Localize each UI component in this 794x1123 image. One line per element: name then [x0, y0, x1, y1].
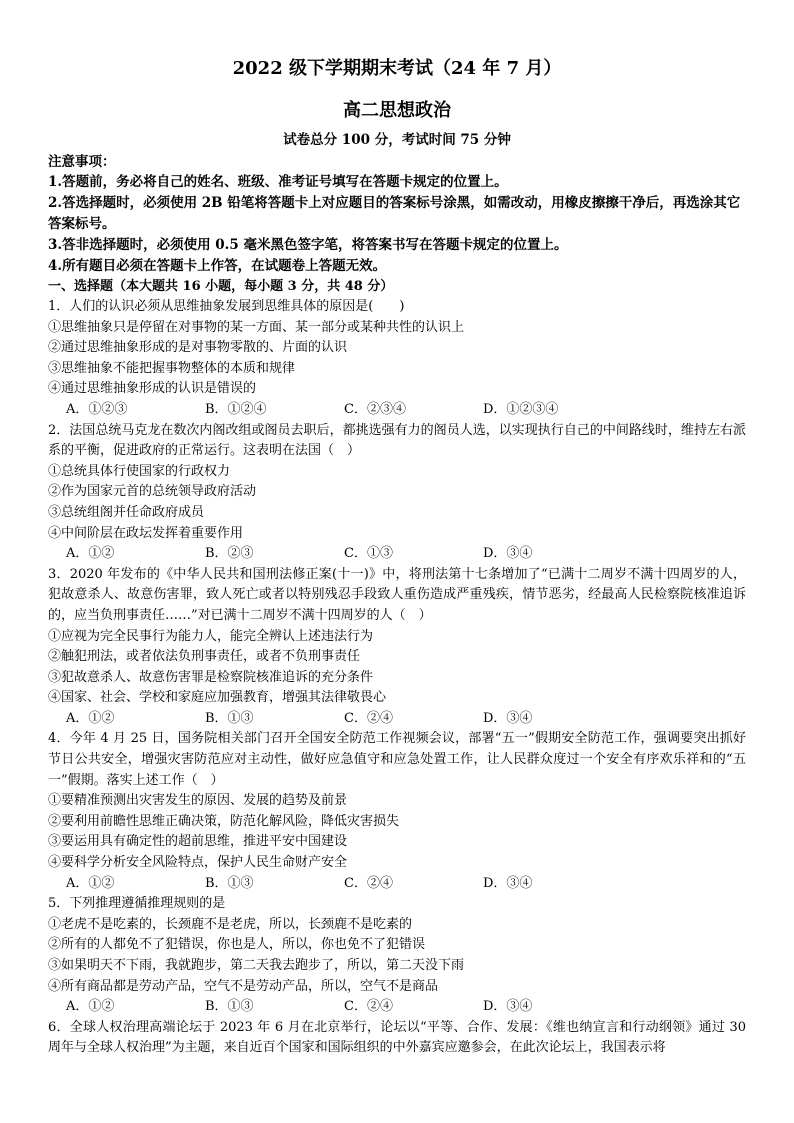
answer-choices [48, 544, 746, 565]
answer-choice: A．①②③ [66, 401, 128, 417]
answer-choice: A．①② [66, 999, 115, 1015]
question-option: ①要精准预测出灾害发生的原因、发展的趋势及前景 [48, 793, 348, 809]
question-option: ④中间阶层在政坛发挥着重要作用 [48, 525, 244, 541]
answer-choice: B．②③ [205, 546, 254, 562]
question-option: ③总统组阁并任命政府成员 [48, 504, 205, 520]
answer-choice: B．①③ [205, 875, 254, 891]
answer-choice: D．①②③④ [483, 401, 559, 417]
question-stem: 1．人们的认识必须从思维抽象发展到思维具体的原因是( ) [48, 299, 405, 314]
section-heading: 一、选择题（本大题共 16 小题，每小题 3 分，共 48 分） [48, 279, 394, 294]
note-item: 3.答非选择题时，必须使用 0.5 毫米黑色签字笔，将答案书写在答题卡规定的位置上。 [48, 237, 568, 253]
question [48, 1018, 746, 1059]
note-item: 2.答选择题时，必须使用 2B 铅笔将答题卡上对应题目的答案标号涂黑，如需改动，用橡皮擦擦干净后，再选涂其它答案标号。 [48, 195, 741, 232]
answer-choice: A．①② [66, 875, 115, 891]
answer-choice: C．②④ [344, 710, 393, 726]
question-option: ④要科学分析安全风险特点，保护人民生命财产安全 [48, 855, 348, 871]
question-option: ②所有的人都免不了犯错误，你也是人，所以，你也免不了犯错误 [48, 937, 426, 953]
exam-meta: 试卷总分 100 分，考试时间 75 分钟 [283, 132, 511, 148]
question-option: ③思维抽象不能把握事物整体的本质和规律 [48, 360, 296, 376]
question [48, 894, 746, 1018]
answer-choice: A．①② [66, 546, 115, 562]
subject-title: 高二思想政治 [343, 100, 451, 121]
answer-choice: D．③④ [483, 710, 533, 726]
answer-choice: B．①②④ [205, 401, 267, 417]
question [48, 297, 746, 421]
answer-choices [48, 709, 746, 730]
answer-choice: C．②④ [344, 875, 393, 891]
question-list [48, 297, 746, 1059]
answer-choice: D．③④ [483, 999, 533, 1015]
question-option: ②作为国家元首的总统领导政府活动 [48, 484, 257, 500]
note-item: 1.答题前，务必将自己的姓名、班级、准考证号填写在答题卡规定的位置上。 [48, 174, 508, 190]
answer-choice: B．①③ [205, 999, 254, 1015]
answer-choice: D．③④ [483, 546, 533, 562]
question-option: ④国家、社会、学校和家庭应加强教育，增强其法律敬畏心 [48, 690, 387, 706]
question-option: ④通过思维抽象形成的认识是错误的 [48, 381, 257, 397]
question-stem: 5．下列推理遵循推理规则的是 [48, 896, 226, 912]
question-option: ①思维抽象只是停留在对事物的某一方面、某一部分或某种共性的认识上 [48, 319, 465, 335]
answer-choice: C．②④ [344, 999, 393, 1015]
question-option: ①应视为完全民事行为能力人，能完全辨认上述违法行为 [48, 628, 374, 644]
question [48, 729, 746, 894]
answer-choice: D．③④ [483, 875, 533, 891]
question-option: ③要运用具有确定性的超前思维，推进平安中国建设 [48, 834, 348, 850]
question-option: ②要利用前瞻性思维正确决策，防范化解风险，降低灾害损失 [48, 813, 400, 829]
answer-choice: B．①③ [205, 710, 254, 726]
answer-choices [48, 400, 746, 421]
answer-choice: A．①② [66, 710, 115, 726]
question-stem: 2．法国总统马克龙在数次内阁改组或阁员去职后，都挑选强有力的阁员人选，以实现执行自己的中间路线时，维持左右派系的平衡，促进政府的正常运行。这表明在法国（ ） [48, 422, 746, 459]
question-stem: 3．2020 年发布的《中华人民共和国刑法修正案(十一)》中，将刑法第十七条增加了“已满十二周岁不满十四周岁的人，犯故意杀人、故意伤害罪，致人死亡或者以特别残忍手段致人重伤造成严重残疾，情节恶劣，经最高人民检察院核准追诉的，应当负刑事责任……”对已满十二周岁不满十四周岁的人（ ） [48, 566, 746, 623]
question [48, 421, 746, 565]
question-option: ①总统具体行使国家的行政权力 [48, 463, 231, 479]
note-item: 4.所有题目必须在答题卡上作答，在试题卷上答题无效。 [48, 258, 387, 274]
question-option: ④所有商品都是劳动产品，空气不是劳动产品，所以，空气不是商品 [48, 978, 439, 994]
notes [48, 152, 746, 277]
question-option: ③犯故意杀人、故意伤害罪是检察院核准追诉的充分条件 [48, 669, 374, 685]
exam-title: 2022 级下学期期末考试（24 年 7 月） [232, 58, 562, 79]
question [48, 565, 746, 730]
notes-heading: 注意事项： [48, 154, 116, 170]
answer-choices [48, 997, 746, 1018]
question-option: ①老虎不是吃素的，长颈鹿不是老虎，所以，长颈鹿不是吃素的 [48, 916, 413, 932]
question-stem: 6．全球人权治理高端论坛于 2023 年 6 月在北京举行，论坛以“平等、合作、发展：《维也纳宣言和行动纲领》通过 30 周年与全球人权治理”为主题，来自近百个国家和国际组织的中外嘉宾应邀参会，在此次论坛上，我国表示将 [48, 1019, 746, 1056]
question-option: ②触犯刑法，或者依法负刑事责任，或者不负刑事责任 [48, 649, 361, 665]
question-stem: 4．今年 4 月 25 日，国务院相关部门召开全国安全防范工作视频会议，部署“五一”假期安全防范工作，强调要突出抓好节日公共安全，增强灾害防范应对主动性，做好应急值守和应急处置工作，让人民群众度过一个安全有序欢乐祥和的“五一”假期。落实上述工作（ ） [48, 731, 746, 788]
answer-choice: C．②③④ [344, 401, 406, 417]
question-option: ②通过思维抽象形成的是对事物零散的、片面的认识 [48, 340, 348, 356]
answer-choices [48, 874, 746, 895]
answer-choice: C．①③ [344, 546, 393, 562]
question-option: ③如果明天不下雨，我就跑步，第二天我去跑步了，所以，第二天没下雨 [48, 958, 465, 973]
